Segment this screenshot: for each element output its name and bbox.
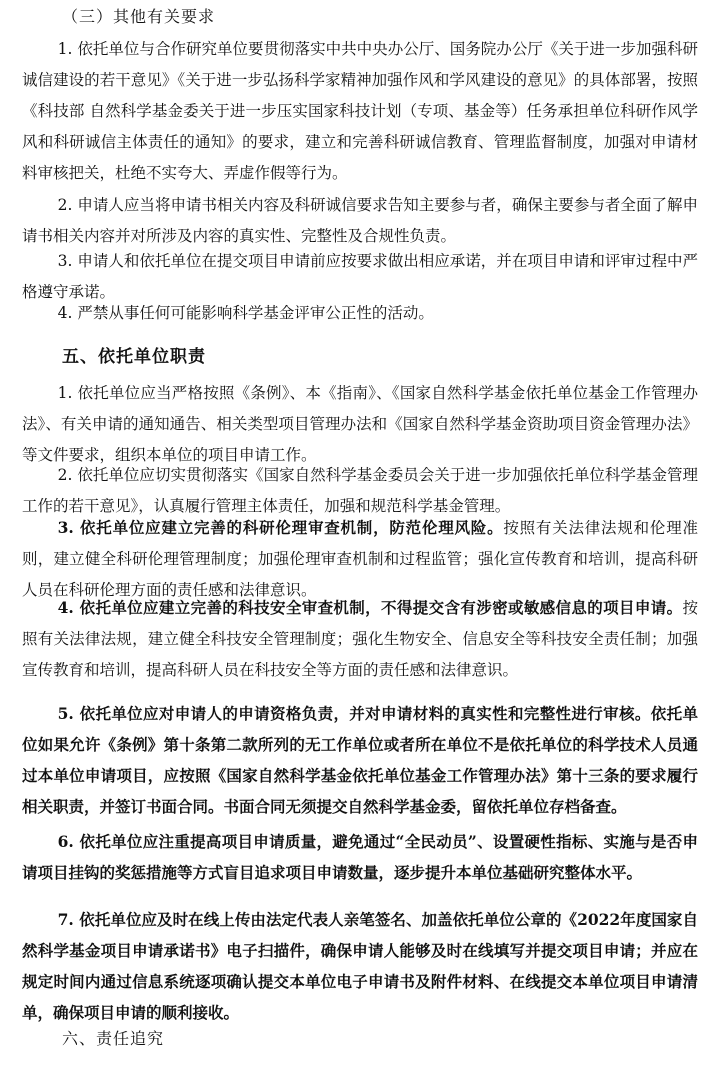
- section-6-heading: 六、责任追究: [62, 1029, 165, 1048]
- s5-item-3-bold: 3. 依托单位应建立完善的科研伦理审查机制，防范伦理风险。: [57, 518, 504, 537]
- s5-item-1: 1. 依托单位应当严格按照《条例》、本《指南》、《国家自然科学基金依托单位基金工作管理办法》、有关申请的通知通告、相关类型项目管理办法和《国家自然科学基金资助项目资金管理办法》等文件要求，组织本单位的项目申请工作。: [22, 384, 698, 464]
- s5-item-7: 7. 依托单位应及时在线上传由法定代表人亲笔签名、加盖依托单位公章的《2022年度国家自然科学基金项目申请承诺书》电子扫描件，确保申请人能够及时在线填写并提交项目申请；并应在规定时间内通过信息系统逐项确认提交本单位电子申请书及附件材料、在线提交本单位项目申请清单，确保项目申请的顺利接收。: [22, 910, 698, 1022]
- s5-item-6: 6. 依托单位应注重提高项目申请质量，避免通过“全民动员”、设置硬性指标、实施与是否申请项目挂钩的奖惩措施等方式盲目追求项目申请数量，逐步提升本单位基础研究整体水平。: [22, 832, 698, 882]
- section-5-heading: 五、依托单位职责: [62, 347, 206, 367]
- s5-item-4-rest: 按照有关法律法规，建立健全科技安全管理制度；强化生物安全、信息安全等科技安全责任制；加强宣传教育和培训，提高科研人员在科技安全等方面的责任感和法律意识。: [22, 599, 698, 679]
- section-3-heading: （三）其他有关要求: [62, 7, 216, 26]
- s3-item-1: 1. 依托单位与合作研究单位要贯彻落实中共中央办公厅、国务院办公厅《关于进一步加强科研诚信建设的若干意见》《关于进一步弘扬科学家精神加强作风和学风建设的意见》的具体部署，按照《科技部 自然科学基金委关于进一步压实国家科技计划（专项、基金等）任务承担单位科研作风学风和科研诚信主体责任的通知》的要求，建立和完善科研诚信教育、管理监督制度，加强对申请材料审核把关，杜绝不实夸大、弄虚作假等行为。: [22, 40, 698, 182]
- s5-item-2: 2. 依托单位应切实贯彻落实《国家自然科学基金委员会关于进一步加强依托单位科学基金管理工作的若干意见》，认真履行管理主体责任，加强和规范科学基金管理。: [22, 466, 698, 515]
- s3-item-2: 2. 申请人应当将申请书相关内容及科研诚信要求告知主要参与者，确保主要参与者全面了解申请书相关内容并对所涉及内容的真实性、完整性及合规性负责。: [22, 196, 698, 245]
- s5-item-4-bold: 4. 依托单位应建立完善的科技安全审查机制，不得提交含有涉密或敏感信息的项目申请。: [57, 598, 683, 617]
- s3-item-4: 4. 严禁从事任何可能影响科学基金评审公正性的活动。: [57, 304, 434, 322]
- s5-item-4: [22, 592, 698, 686]
- s3-item-3: 3. 申请人和依托单位在提交项目申请前应按要求做出相应承诺，并在项目申请和评审过程中严格遵守承诺。: [22, 252, 698, 301]
- s5-item-5: 5. 依托单位应对申请人的申请资格负责，并对申请材料的真实性和完整性进行审核。依托单位如果允许《条例》第十条第二款所列的无工作单位或者所在单位不是依托单位的科学技术人员通过本单位申请项目，应按照《国家自然科学基金依托单位基金工作管理办法》第十三条的要求履行相关职责，并签订书面合同。书面合同无须提交自然科学基金委，留依托单位存档备查。: [22, 704, 698, 816]
- s5-item-3-rest: 按照有关法律法规和伦理准则，建立健全科研伦理管理制度；加强伦理审查机制和过程监管；强化宣传教育和培训，提高科研人员在科研伦理方面的责任感和法律意识。: [22, 519, 698, 599]
